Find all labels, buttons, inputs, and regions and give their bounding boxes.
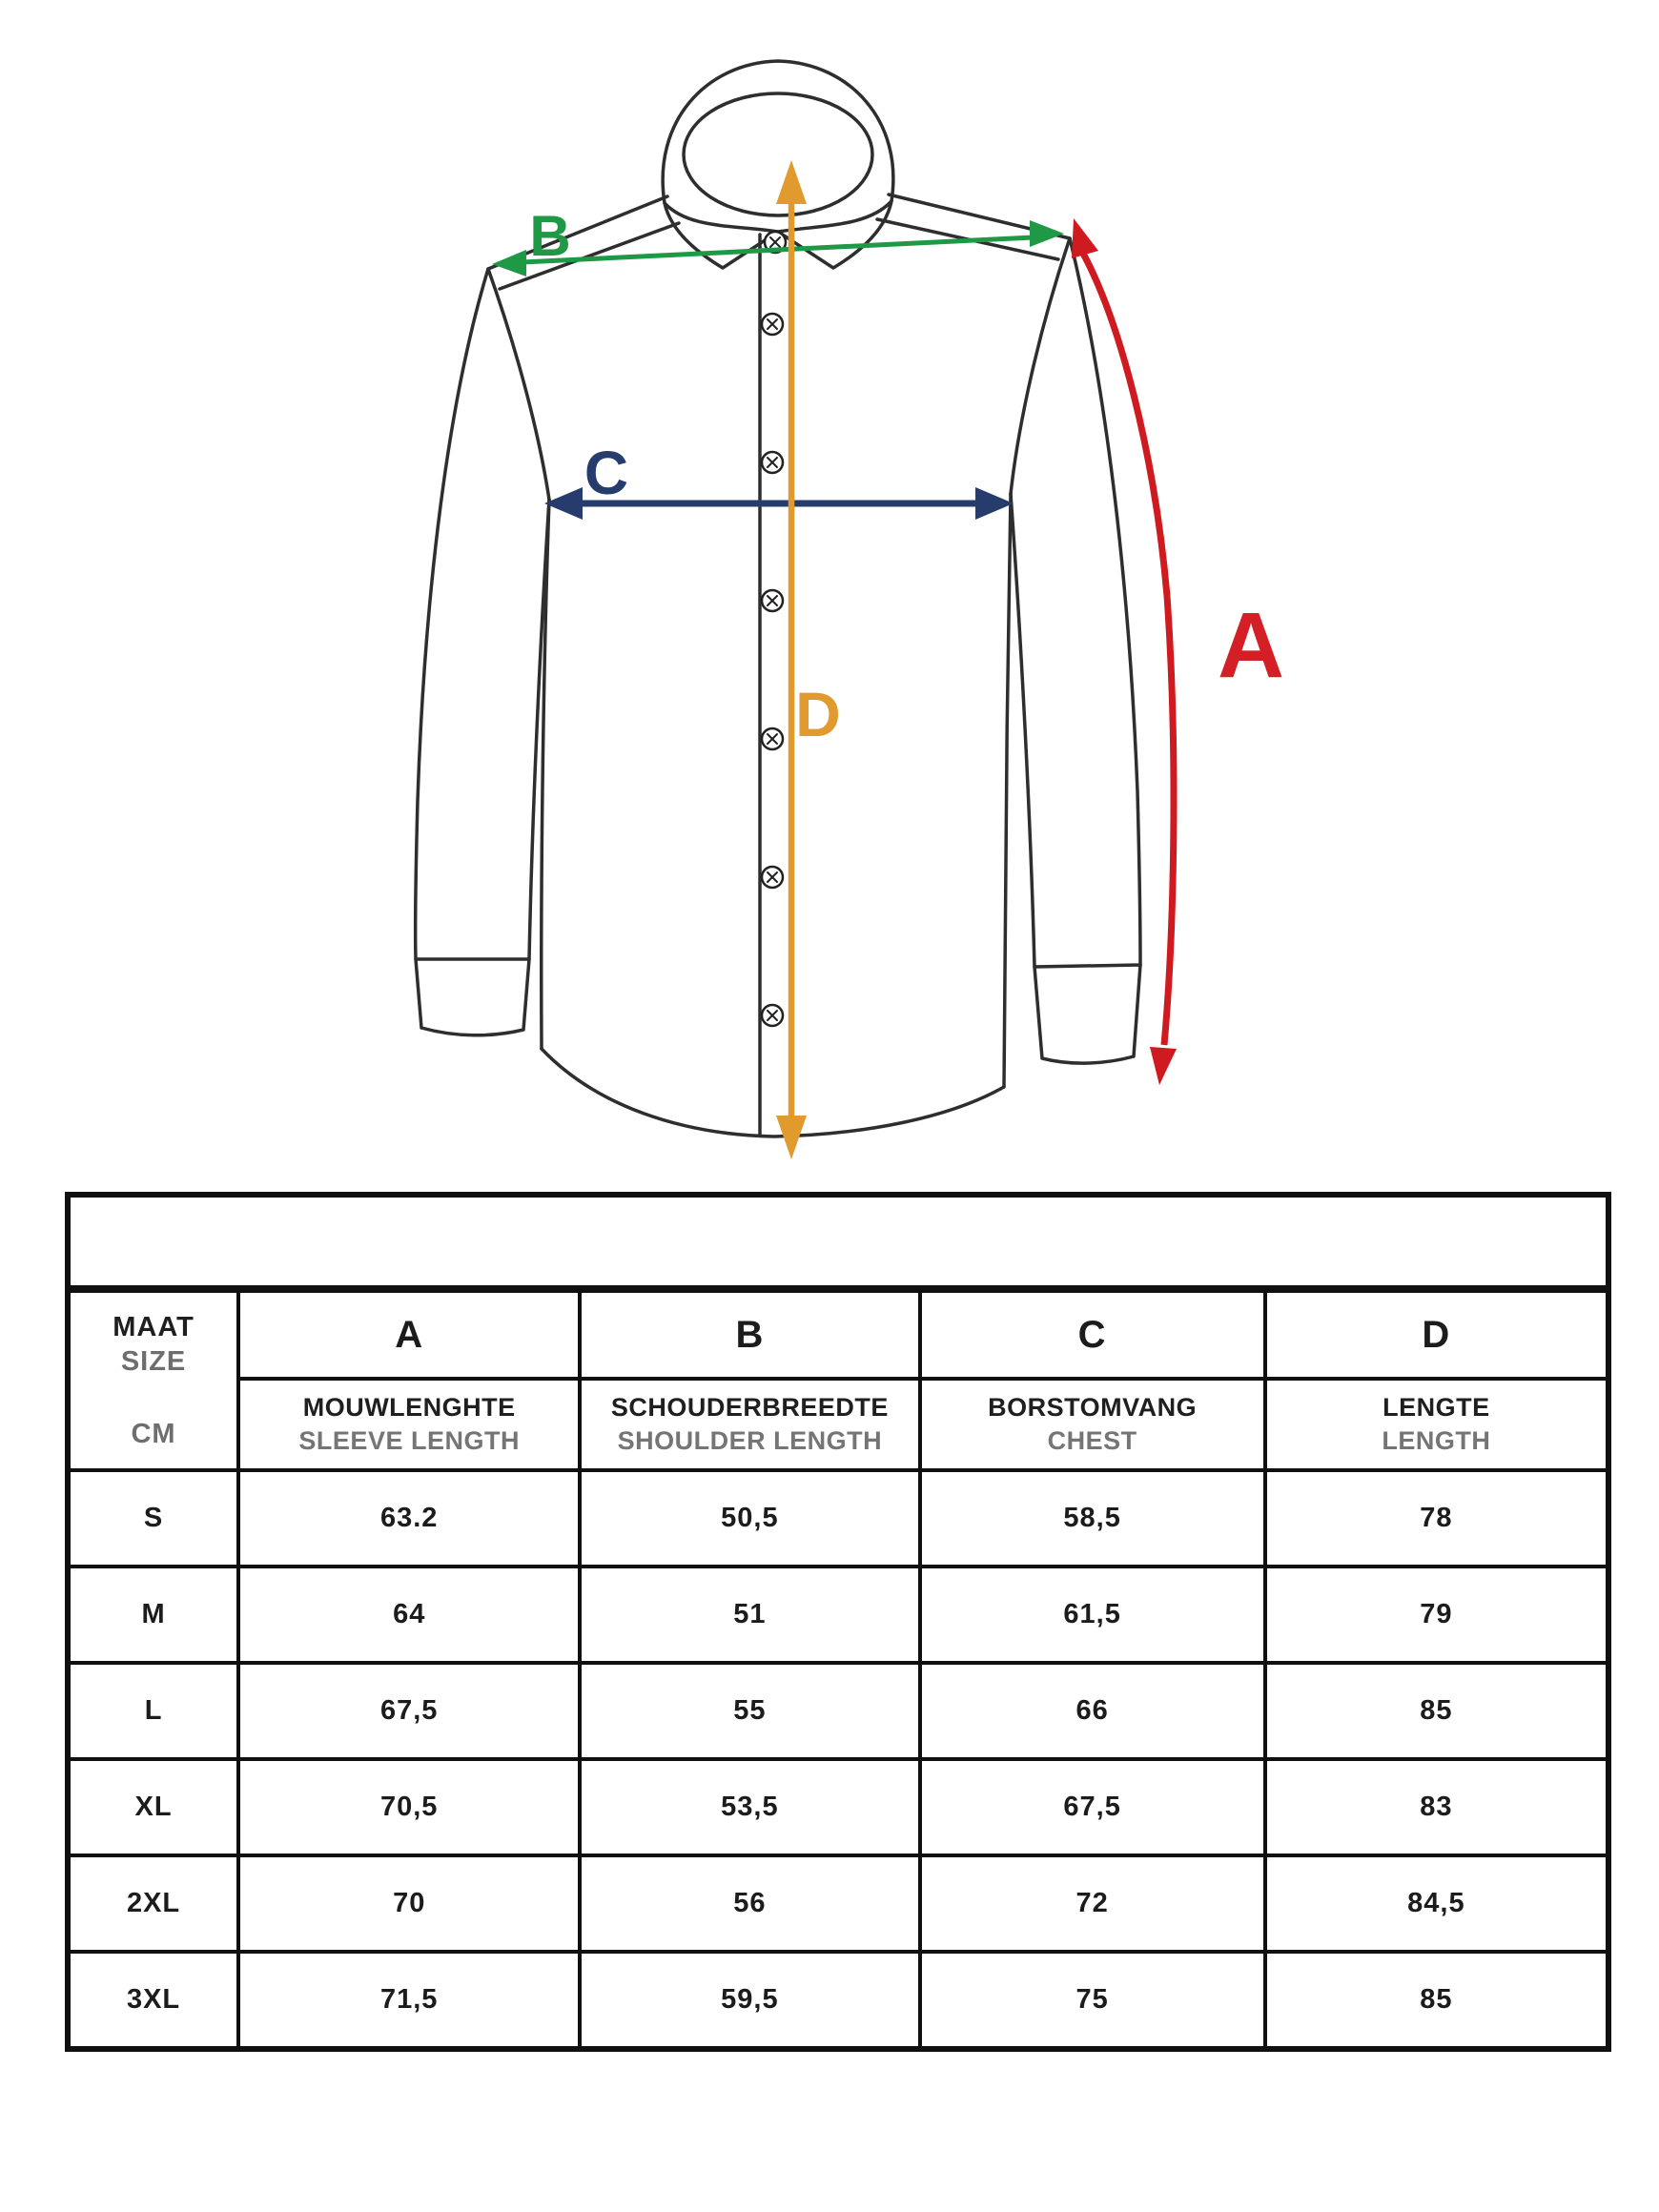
value-cell-d: 85 [1265,1663,1608,1759]
value-cell-c: 66 [920,1663,1265,1759]
armhole-right [1011,238,1070,494]
sleeve-inner-right [1011,494,1034,967]
column-label-nl: BORSTOMVANG [988,1393,1198,1422]
table-banner-row [68,1195,1608,1289]
collar-neck-opening [684,93,872,215]
column-label-en: CHEST [1047,1426,1137,1455]
table-row-2xl [68,1855,1608,1952]
value-cell-b: 53,5 [580,1759,919,1855]
value-cell-d: 78 [1265,1470,1608,1567]
cuff-left [416,959,529,1035]
buttons [762,232,786,1026]
value-cell-d: 85 [1265,1952,1608,2049]
label-c: C [584,439,629,507]
sleeve-outer-left [416,269,488,959]
table-banner-cell [68,1195,1608,1289]
unit-label: CM [131,1419,176,1449]
label-a: A [1217,593,1285,697]
cuff-right [1034,965,1140,1063]
collar-point-right [778,201,891,268]
value-cell-b: 50,5 [580,1470,919,1567]
value-cell-a: 71,5 [238,1952,580,2049]
column-header-chest [920,1379,1265,1470]
value-cell-d: 83 [1265,1759,1608,1855]
column-label-nl: SCHOUDERBREEDTE [610,1393,889,1422]
button [762,590,783,611]
column-letter-a: A [238,1289,580,1379]
table-label-row [68,1379,1608,1470]
value-cell-d: 84,5 [1265,1855,1608,1952]
value-cell-b: 55 [580,1663,919,1759]
hem [542,1049,1004,1137]
value-cell-a: 63.2 [238,1470,580,1567]
button [762,314,783,335]
column-label-nl: LENGTE [1382,1393,1490,1422]
column-letter-c: C [920,1289,1265,1379]
column-letter-d: D [1265,1289,1608,1379]
size-cell: 3XL [68,1952,238,2049]
table-row-m [68,1567,1608,1663]
button [762,1005,783,1026]
size-cell: L [68,1663,238,1759]
sleeve-outer-right [1070,238,1140,965]
table-letter-row [68,1289,1608,1379]
measure-arrow-length-d [776,160,841,1159]
value-cell-c: 61,5 [920,1567,1265,1663]
size-label-en: SIZE [120,1346,187,1377]
table-row-s [68,1470,1608,1567]
size-header-cell [68,1289,238,1470]
size-table [65,1192,1611,2052]
value-cell-b: 59,5 [580,1952,919,2049]
size-cell: XL [68,1759,238,1855]
column-label-en: SHOULDER LENGTH [617,1426,883,1455]
column-letter-b: B [580,1289,919,1379]
label-d: D [795,679,841,749]
side-seam-right [1004,494,1011,1087]
column-header-length [1265,1379,1608,1470]
size-cell: S [68,1470,238,1567]
value-cell-c: 67,5 [920,1759,1265,1855]
button [762,867,783,888]
value-cell-a: 70,5 [238,1759,580,1855]
value-cell-c: 58,5 [920,1470,1265,1567]
label-b: B [529,204,571,268]
table-row-3xl [68,1952,1608,2049]
measure-arrow-chest-c [544,439,1014,520]
size-cell: 2XL [68,1855,238,1952]
measure-arrow-sleeve-a [1072,218,1284,1085]
value-cell-d: 79 [1265,1567,1608,1663]
armhole-left [488,269,549,500]
column-label-en: SLEEVE LENGTH [298,1426,520,1455]
button [762,728,783,749]
column-header-shoulder [580,1379,919,1470]
column-label-en: LENGTH [1382,1426,1491,1455]
value-cell-b: 56 [580,1855,919,1952]
table-row-xl [68,1759,1608,1855]
column-header-sleeve [238,1379,580,1470]
value-cell-b: 51 [580,1567,919,1663]
column-label-nl: MOUWLENGHTE [302,1393,516,1422]
value-cell-a: 70 [238,1855,580,1952]
collar-outer [663,61,893,203]
value-cell-c: 72 [920,1855,1265,1952]
table-row-l [68,1663,1608,1759]
size-label-nl: MAAT [113,1312,195,1342]
value-cell-a: 64 [238,1567,580,1663]
side-seam-left [542,500,549,1049]
value-cell-a: 67,5 [238,1663,580,1759]
value-cell-c: 75 [920,1952,1265,2049]
button [762,452,783,473]
size-cell: M [68,1567,238,1663]
